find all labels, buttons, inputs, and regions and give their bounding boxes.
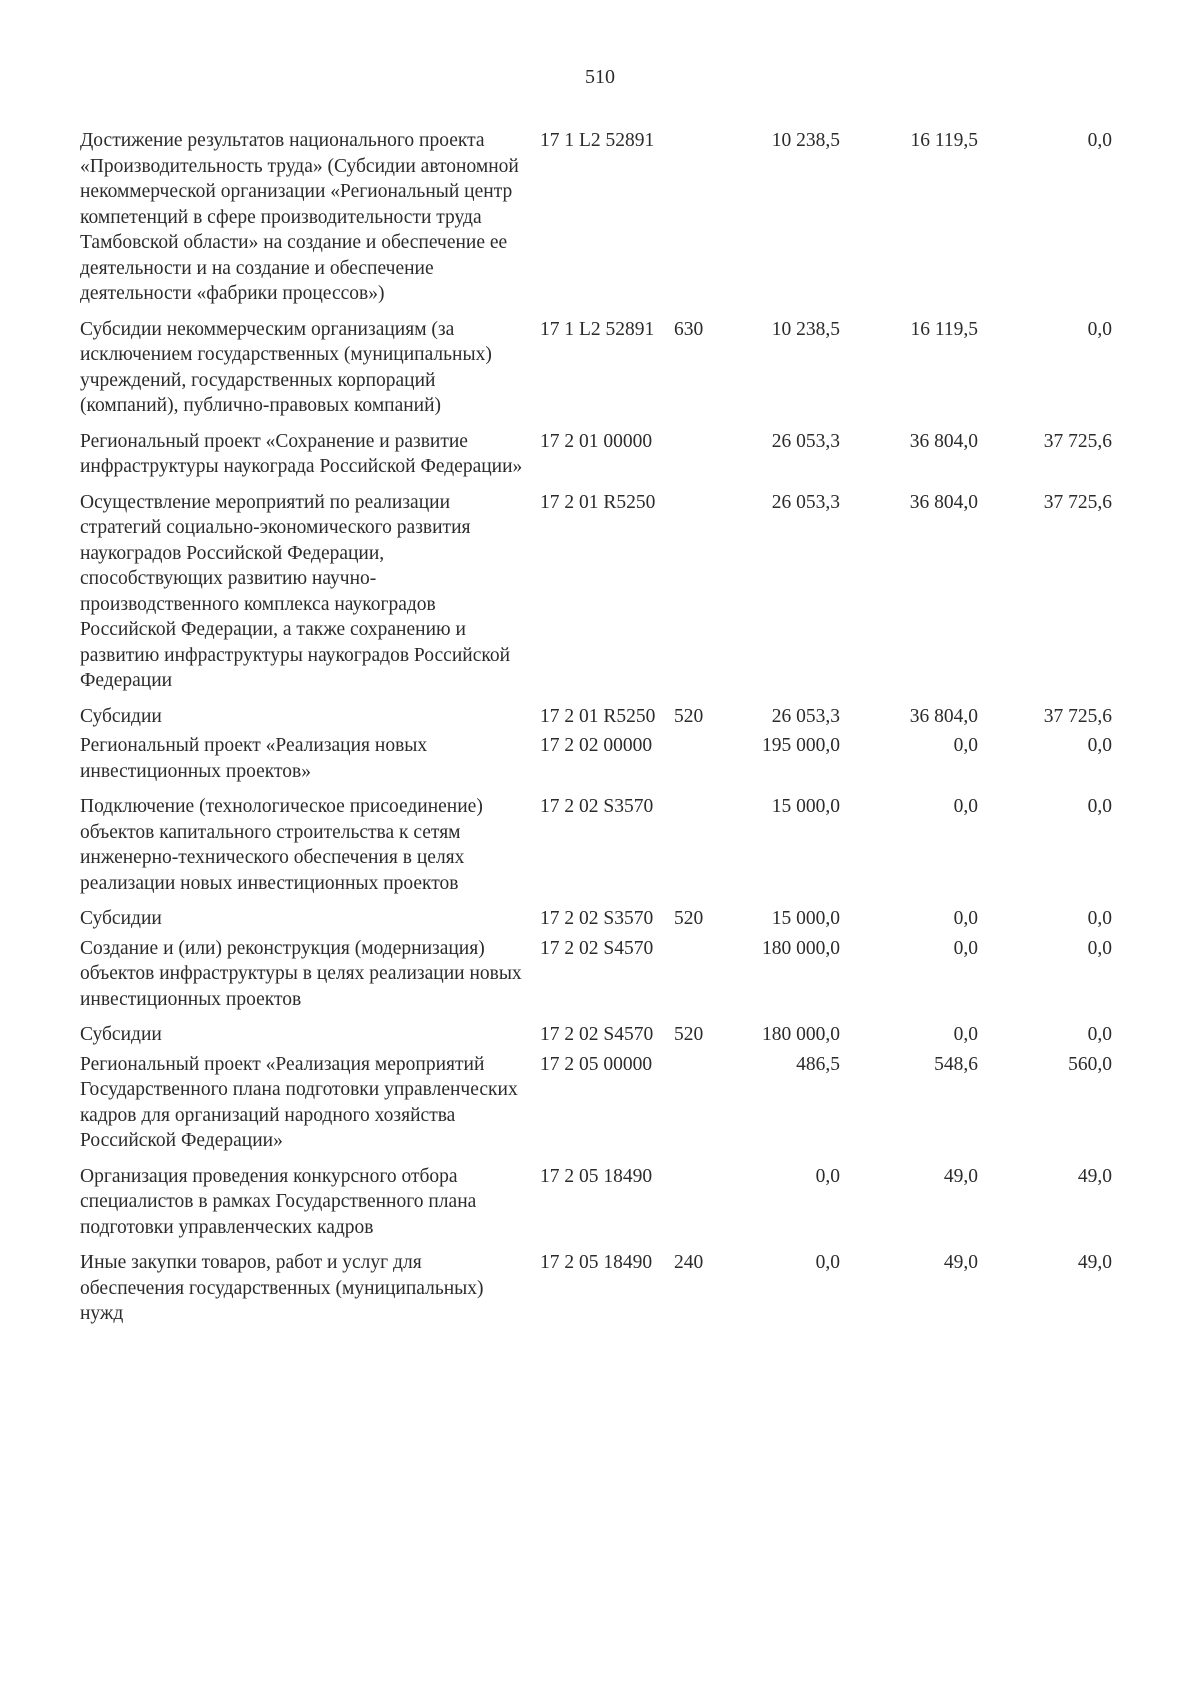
row-value-3: 0,0 xyxy=(1087,318,1112,340)
row-value-1: 10 238,5 xyxy=(771,318,840,340)
row-value-3: 0,0 xyxy=(1087,937,1112,959)
row-name: Субсидии xyxy=(80,705,162,727)
row-code: 17 2 05 18490 xyxy=(540,1252,653,1273)
row-value-1: 15 000,0 xyxy=(771,796,840,817)
row-name: Иные закупки товаров, работ и услуг для обеспечения государственных (муниципальных) нужд xyxy=(80,1252,484,1324)
row-name: Осуществление мероприятий по реализации стратегий социально-экономического развития наукоградов Российской Федерации, способствующих развитию научно-производственного комплекса наукоградов Российской Федерации, а также сохранению и развитию инфраструктуры наукоградов Российской Федерации xyxy=(80,491,511,691)
row-name: Достижение результатов национального проекта «Производительность труда» (Субсидии автономной некоммерческой организации «Региональный центр компетенций в сфере производительности труда Тамбовской области» на создание и обеспечение ее деятельности и на создание и обеспечение деятельности «фабрики процессов») xyxy=(80,130,519,304)
row-value-1: 180 000,0 xyxy=(762,937,840,959)
table-row xyxy=(80,1250,1160,1327)
table-row xyxy=(80,1164,1160,1241)
row-name: Субсидии xyxy=(80,908,162,929)
row-value-1: 26 053,3 xyxy=(771,430,840,452)
budget-table xyxy=(80,128,1160,1327)
row-code: 17 2 02 S3570 xyxy=(540,908,654,929)
table-row xyxy=(80,733,1160,784)
row-code: 17 2 05 00000 xyxy=(540,1053,653,1075)
row-name: Субсидии некоммерческим организациям (за исключением государственных (муниципальных) учреждений, государственных корпораций (компаний), публично-правовых компаний) xyxy=(80,318,492,416)
row-value-2: 36 804,0 xyxy=(909,705,978,727)
table-row xyxy=(80,704,1160,730)
row-value-3: 0,0 xyxy=(1087,1024,1112,1045)
row-name: Региональный проект «Сохранение и развитие инфраструктуры наукограда Российской Федерации» xyxy=(80,430,523,477)
row-value-1: 195 000,0 xyxy=(762,735,840,756)
row-name: Организация проведения конкурсного отбора специалистов в рамках Государственного плана подготовки управленческих кадров xyxy=(80,1165,477,1238)
table-row xyxy=(80,128,1160,307)
row-value-3: 37 725,6 xyxy=(1043,491,1112,513)
row-type: 520 xyxy=(674,705,704,727)
table-row xyxy=(80,936,1160,1013)
row-value-1: 15 000,0 xyxy=(771,908,840,929)
row-code: 17 2 02 S4570 xyxy=(540,1024,654,1045)
row-value-3: 0,0 xyxy=(1087,130,1112,151)
row-type: 630 xyxy=(674,318,704,340)
row-code: 17 2 02 00000 xyxy=(540,735,653,756)
row-value-2: 548,6 xyxy=(934,1053,978,1075)
table-row xyxy=(80,1052,1160,1154)
row-code: 17 2 05 18490 xyxy=(540,1165,653,1187)
table-row xyxy=(80,1022,1160,1048)
row-value-1: 26 053,3 xyxy=(771,705,840,727)
row-value-3: 0,0 xyxy=(1087,735,1112,756)
row-value-2: 49,0 xyxy=(943,1252,978,1273)
row-code: 17 2 01 R5250 xyxy=(540,705,656,727)
page-number: 510 xyxy=(585,66,615,88)
row-value-2: 16 119,5 xyxy=(910,318,978,340)
row-code: 17 2 02 S3570 xyxy=(540,796,654,817)
row-value-3: 49,0 xyxy=(1077,1165,1112,1187)
row-type: 520 xyxy=(674,908,704,929)
table-row xyxy=(80,906,1160,932)
row-value-1: 180 000,0 xyxy=(762,1024,840,1045)
table-row xyxy=(80,317,1160,419)
row-value-2: 0,0 xyxy=(953,735,978,756)
row-name: Региональный проект «Реализация новых инвестиционных проектов» xyxy=(80,735,428,782)
row-name: Субсидии xyxy=(80,1024,162,1045)
row-value-1: 26 053,3 xyxy=(771,491,840,513)
row-type: 520 xyxy=(674,1024,704,1045)
row-name: Подключение (технологическое присоединение) объектов капитального строительства к сетям инженерно-технического обеспечения в целях реализации новых инвестиционных проектов xyxy=(80,796,483,894)
row-value-1: 486,5 xyxy=(796,1053,840,1075)
row-value-1: 10 238,5 xyxy=(771,130,840,151)
row-name: Региональный проект «Реализация мероприятий Государственного плана подготовки управленческих кадров для организаций народного хозяйства Российской Федерации» xyxy=(80,1053,518,1151)
table-row xyxy=(80,794,1160,896)
row-value-3: 0,0 xyxy=(1087,796,1112,817)
row-code: 17 2 02 S4570 xyxy=(540,937,654,959)
row-value-2: 49,0 xyxy=(943,1165,978,1187)
row-name: Создание и (или) реконструкция (модернизация) объектов инфраструктуры в целях реализации новых инвестиционных проектов xyxy=(80,937,522,1010)
row-value-2: 0,0 xyxy=(953,937,978,959)
row-code: 17 2 01 00000 xyxy=(540,430,653,452)
row-value-3: 37 725,6 xyxy=(1043,705,1112,727)
row-type: 240 xyxy=(674,1252,704,1273)
row-value-2: 0,0 xyxy=(953,796,978,817)
row-code: 17 1 L2 52891 xyxy=(540,130,655,151)
row-value-2: 16 119,5 xyxy=(910,130,978,151)
row-code: 17 1 L2 52891 xyxy=(540,318,655,340)
row-value-3: 49,0 xyxy=(1077,1252,1112,1273)
row-value-2: 0,0 xyxy=(953,1024,978,1045)
row-value-1: 0,0 xyxy=(815,1252,840,1273)
table-row xyxy=(80,429,1160,480)
row-value-1: 0,0 xyxy=(815,1165,840,1187)
table-row xyxy=(80,490,1160,694)
row-value-3: 560,0 xyxy=(1068,1053,1112,1075)
row-value-3: 0,0 xyxy=(1087,908,1112,929)
row-value-3: 37 725,6 xyxy=(1043,430,1112,452)
row-value-2: 36 804,0 xyxy=(909,430,978,452)
row-value-2: 0,0 xyxy=(953,908,978,929)
row-code: 17 2 01 R5250 xyxy=(540,491,656,513)
row-value-2: 36 804,0 xyxy=(909,491,978,513)
